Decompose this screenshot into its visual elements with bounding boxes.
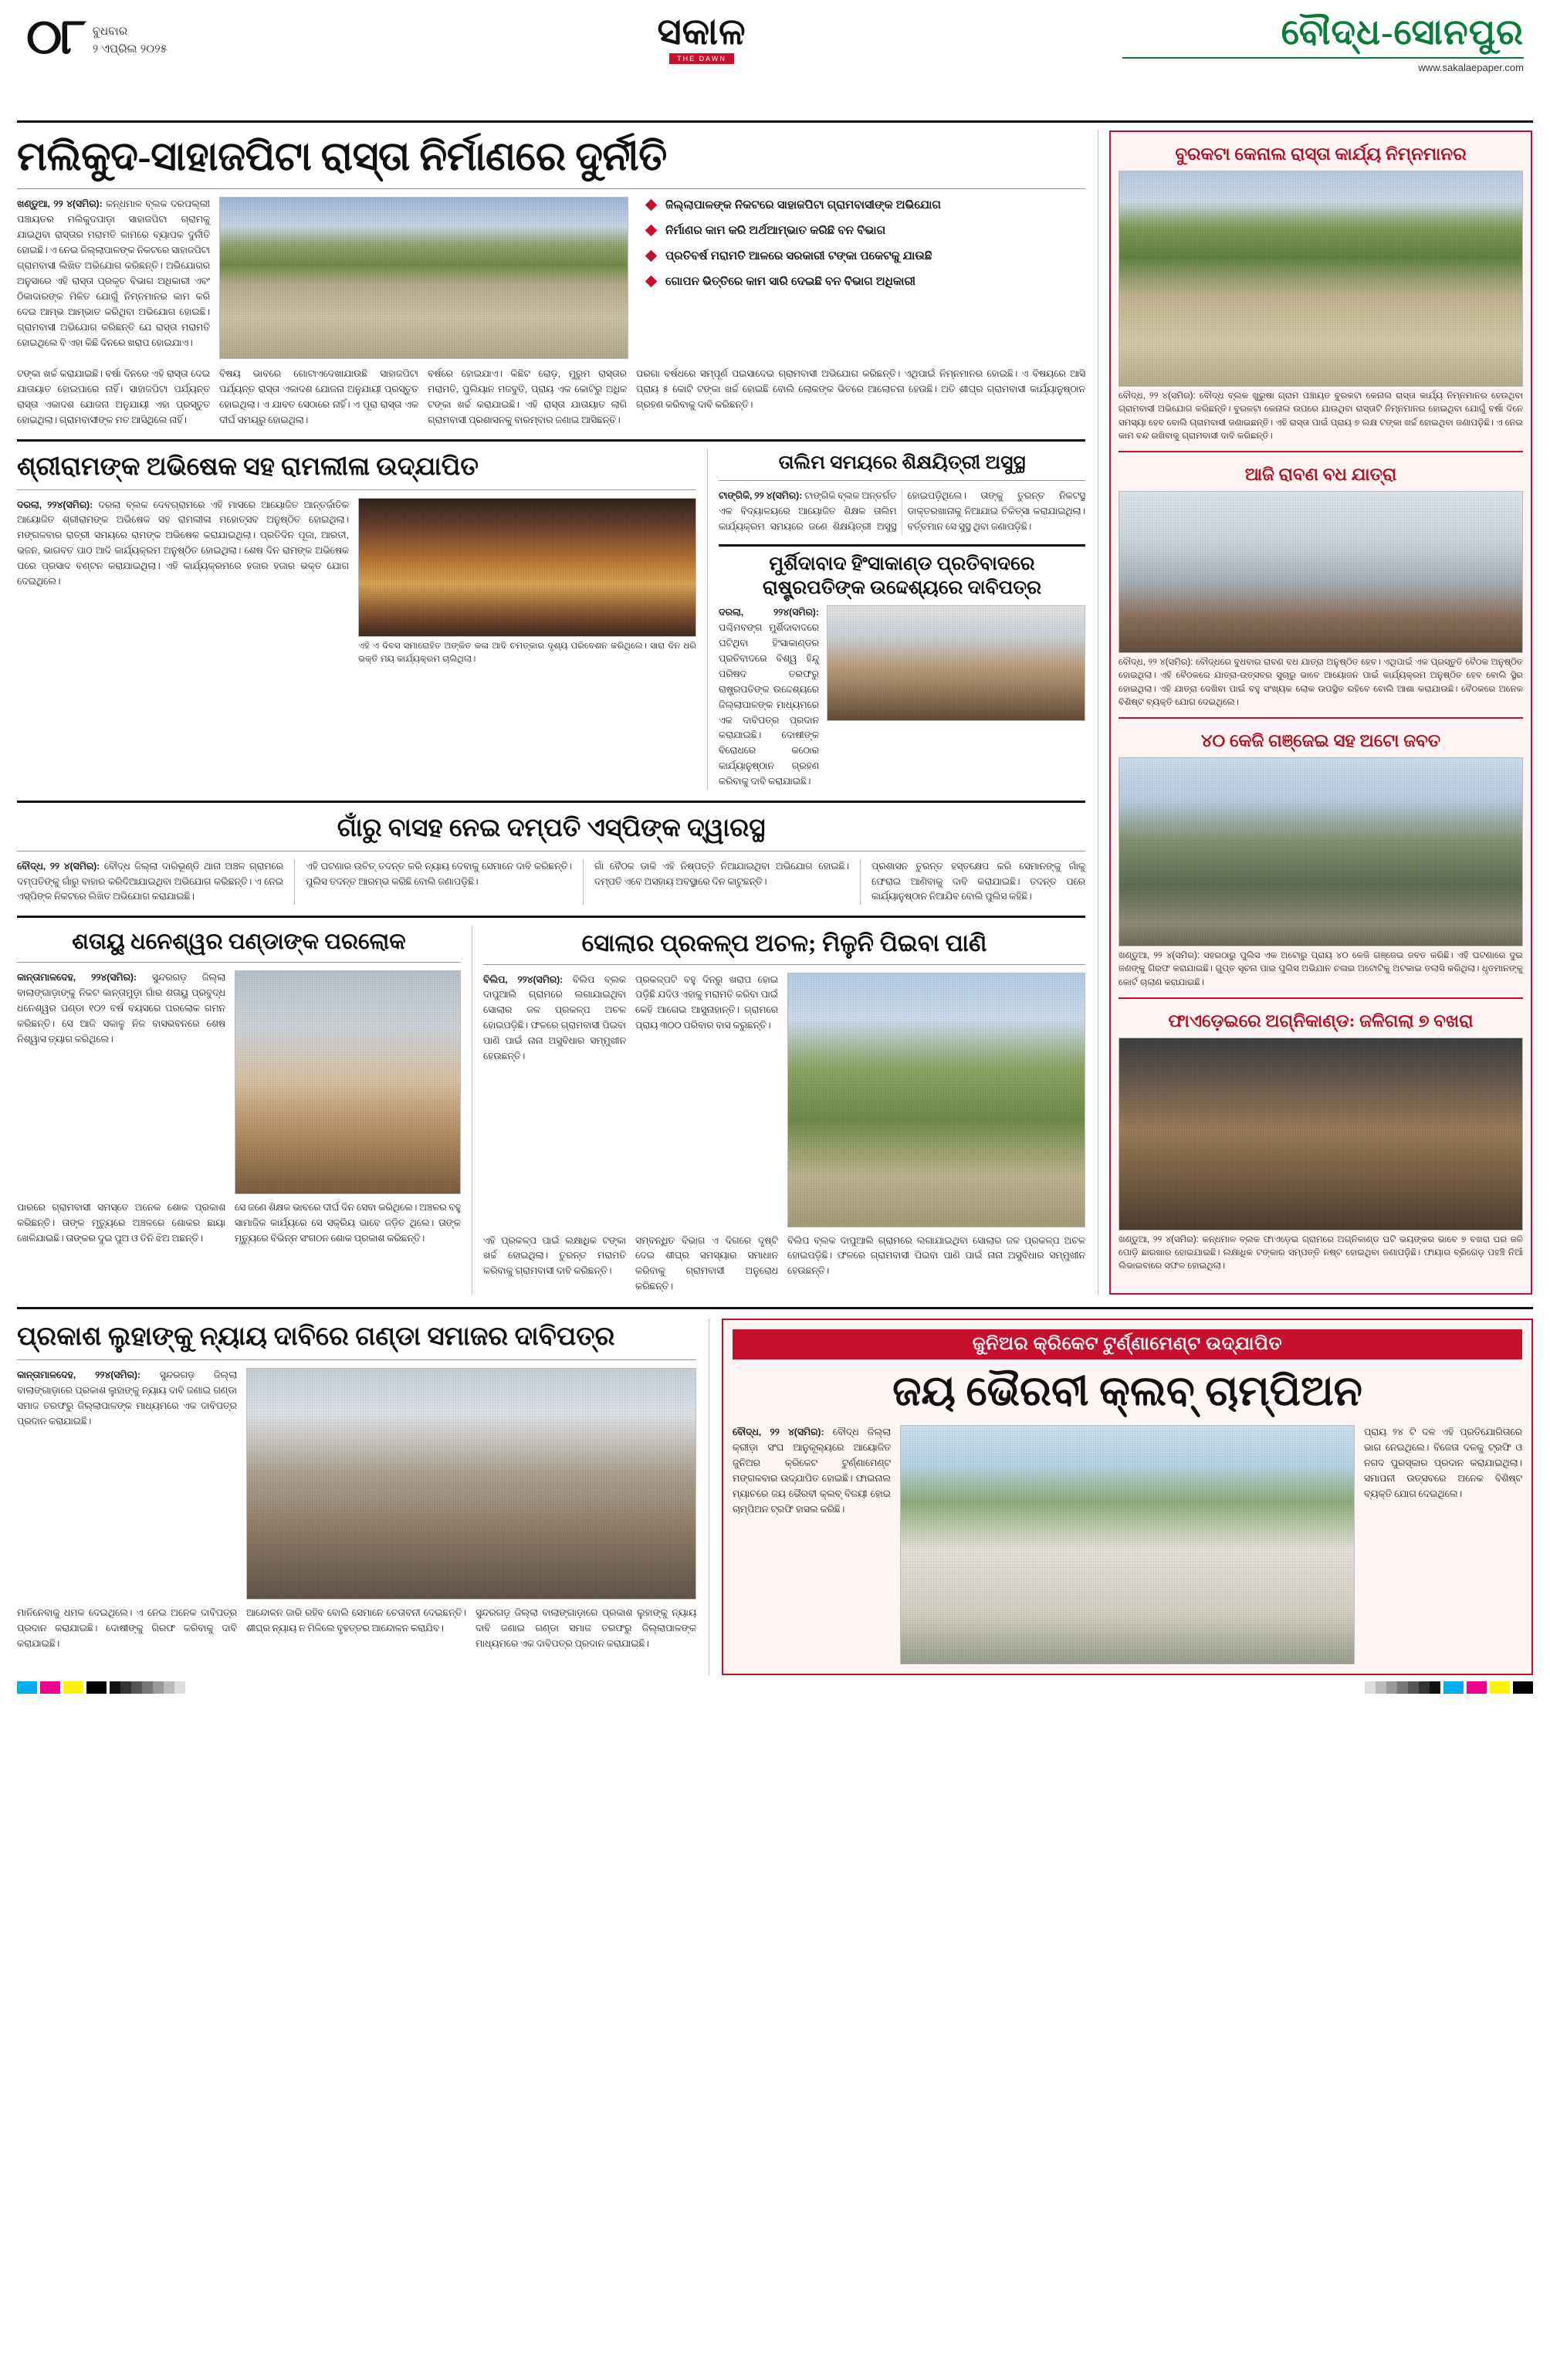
story-rama (17, 449, 696, 790)
rail-divider-2 (1119, 717, 1523, 719)
rail-photo-fire (1119, 1038, 1523, 1231)
solar-dateline: ବିଲିପ, ୨୨୪(ସମିର): (483, 973, 563, 985)
rail-photo-canal-road (1119, 171, 1523, 387)
divider-bottom (17, 1307, 1533, 1309)
edition-divider (1122, 57, 1524, 59)
date-full: ୨ ଏପ୍ରିଲ ୨୦୨୫ (92, 42, 168, 56)
date-day: ବୁଧବାର (92, 25, 128, 38)
cow-col1-text: ବୌଦ୍ଧ ଜିଲ୍ଲା ଦାରିଭୂଣ୍ଡି ଥାନା ଅଞ୍ଚଳ ଗ୍ରାମରେ ଦମ୍ପତିଙ୍କୁ ଗାଁରୁ ବାହାର କରିଦିଆଯାଇଥିବା ଅଭିଯୋଗ କରିଛନ୍ତି। ଏ ନେଇ ଏସ୍‌ପିଙ୍କ ନିକଟରେ ଲିଖିତ ଅଭିଯୋଗ କରାଯାଇଛି। (17, 860, 283, 902)
date-block (26, 9, 281, 64)
rail-canal-caption: ବୌଦ୍ଧ, ୨୨ ୪(ସମିର): ବୌଦ୍ଧ ବ୍ଲକ ଖୁରୁଷା ଗ୍ରାମ ପଞ୍ଚାୟତ ବୁରକଟା କେନାଲ ରାସ୍ତା କାର୍ଯ୍ୟ ନିମ୍ନମାନର ହେଉଥିବା ଗ୍ରାମବାସୀ ଅଭିଯୋଗ କରିଛନ୍ତି। ବୁରକଟା କେନାଲ ଉପରେ ଯାଉଥିବା ରାସ୍ତାଟି ନିମ୍ନମାନର ହୋଇଥିବା ଯୋଗୁଁ ବର୍ଷା ଦିନେ ସମସ୍ୟା ହେବ ବୋଲି ଗ୍ରାମବାସୀ ଜଣାଇଛନ୍ତି। ଏହି ରାସ୍ତା ପାଇଁ ପ୍ରାୟ ୭ ଲକ୍ଷ ଟଙ୍କା ଖର୍ଚ୍ଚ ହୋଇଥିବା ଜଣାପଡ଼ିଛି। ଏ ନେଇ କାମ ବନ୍ଦ ରଖିବାକୁ ଗ୍ରାମବାସୀ ଦାବି କରିଛନ୍ତି। (1119, 391, 1523, 441)
divider-2 (719, 544, 1085, 547)
rail-photo-seizure (1119, 757, 1523, 946)
obit-col2: ପାରରେ ଗ୍ରାମବାସୀ ସମସ୍ତେ ଅନେକ ଶୋକ ପ୍ରକାଶ କରିଛନ୍ତି। ତାଙ୍କ ମୃତ୍ୟୁରେ ଅଞ୍ଚଳରେ ଶୋକର ଛାୟା ଖେଳିଯାଇଛି। ତାଙ୍କର ଦୁଇ ପୁଅ ଓ ତିନି ଝିଅ ଅଛନ୍ତି। (17, 1202, 225, 1244)
lead-col5: ପରଗା ବର୍ଷଧରେ ସମ୍ପୂର୍ଣ ପଇସାଦେଇ ଗ୍ରାମବାସୀ ଅଭିଯୋଗ କରିଛନ୍ତି। ଏଥିପାଇଁ ନିମ୍ନମାନର ହୋଇଛି। ଏ ବିଷୟରେ ଆସି ପ୍ରାୟ ୫ କୋଟି ଟଙ୍କା ଖର୍ଚ୍ଚ ହୋଇଛି ବୋଲି ଲୋକଙ୍କ ଭିତରେ ଆଲୋଚନା ହେଉଛି। ଅତି ଶୀଘ୍ର ଗ୍ରାମବାସୀ କାର୍ଯ୍ୟାନୁଷ୍ଠାନ ଗ୍ରହଣ କରିବାକୁ ଦାବି କରିଛନ୍ତି। (636, 368, 1085, 411)
page-number: ୦୮ (26, 9, 85, 64)
lead-col1 (17, 197, 210, 350)
divider-4 (17, 916, 1085, 918)
prakash-col3: ଆନ୍ଦୋଳନ ଜାରି ରହିବ ବୋଲି ସେମାନେ ଚେତାବନୀ ଦେଇଛନ୍ତି। ଶୀଘ୍ର ନ୍ୟାୟ ନ ମିଳିଲେ ବୃହତ୍ତର ଆନ୍ଦୋଳନ କରାଯିବ। (246, 1607, 466, 1633)
solar-photo-watertank (787, 973, 1085, 1227)
solar-col4: ସମ୍ବନ୍ଧିତ ବିଭାଗ ଏ ଦିଗରେ ଦୃଷ୍ଟି ଦେଇ ଶୀଘ୍ର ସମସ୍ୟାର ସମାଧାନ କରିବାକୁ ଗ୍ରାମବାସୀ ଅନୁରୋଧ କରିଛନ୍ତି। (635, 1234, 778, 1292)
story-solar (483, 926, 1085, 1295)
rail-ravana-caption: ବୌଦ୍ଧ, ୨୨ ୪(ସମିର): ବୌଦ୍ଧରେ ବୁଧବାର ରାବଣ ବଧ ଯାତ୍ରା ଅନୁଷ୍ଠିତ ହେବ। ଏଥିପାଇଁ ଏକ ପ୍ରସ୍ତୁତି ବୈଠକ ଅନୁଷ୍ଠିତ ହୋଇଥିଲା। ଏହି ବୈଠକରେ ଯାତ୍ରା-ଉତ୍ସବର ସୁଚାରୁ ଭାବେ ଆୟୋଜନ ପାଇଁ କାର୍ଯ୍ୟକ୍ରମ ଅନୁଷ୍ଠିତ ହେବ ବୋଲି ସ୍ଥିର ହୋଇଥିଲା। ଏହି ଯାତ୍ରା ଦେଖିବା ପାଇଁ ବହୁ ସଂଖ୍ୟକ ଲୋକ ଉପସ୍ଥିତ ରହିବେ ବୋଲି ଆଶା କରାଯାଉଛି। ବୈଠକରେ ଅନେକ ବିଶିଷ୍ଟ ବ୍ୟକ୍ତି ଯୋଗ ଦେଇଥିଲେ। (1119, 658, 1523, 707)
solar-col5: ବିଲିପ ବ୍ଲକ ଦାପୁଆଲି ଗ୍ରାମରେ ଲଗାଯାଇଥିବା ସୋଲାର ଜଳ ପ୍ରକଳ୍ପ ଅଚଳ ହୋଇପଡ଼ିଛି। ଫଳରେ ଗ୍ରାମବାସୀ ପିଇବା ପାଣି ପାଇଁ ନାନା ଅସୁବିଧାର ସମ୍ମୁଖୀନ ହେଉଛନ୍ତି। (787, 1234, 1085, 1277)
cow-col2: ଏହି ଘଟଣାର ଉଚିତ୍ ତଦନ୍ତ କରି ନ୍ୟାୟ ଦେବାକୁ ସେମାନେ ଦାବି କରିଛନ୍ତି। ପୁଲିସ ତଦନ୍ତ ଆରମ୍ଭ କରିଛି ବୋଲି ଜଣାପଡ଼ିଛି। (306, 860, 572, 887)
prakash-photo-crowd (246, 1368, 696, 1600)
rail-divider-1 (1119, 451, 1523, 452)
murshidabad-body (719, 605, 819, 790)
feature-dateline: ବୌଦ୍ଧ, ୨୨ ୪(ସମିର): (733, 1427, 824, 1438)
prakash-col4: ସୁନ୍ଦରଗଡ଼ ଜିଲ୍ଲା ବାଲାଙ୍ଗାଡ଼ାରେ ପ୍ରକାଶ ଲୁହାଙ୍କୁ ନ୍ୟାୟ ଦାବି ଜଣାଇ ଗଣ୍ଡା ସମାଜ ତରଫରୁ ଜିଲ୍ଲାପାଳଙ୍କ ମାଧ୍ୟମରେ ଏକ ଦାବିପତ୍ର ପ୍ରଦାନ କରାଯାଇଛି। (475, 1607, 696, 1649)
edition-name: ବୌଦ୍ଧ-ସୋନପୁର (1281, 12, 1524, 52)
prakash-col1 (17, 1368, 237, 1600)
logo-text: ସକାଳ (657, 12, 746, 52)
cow-headline: ଗାଁରୁ ବାସହ ନେଇ ଦମ୍ପତି ଏସ୍‌ପିଙ୍କ ଦ୍ୱାରସ୍ଥ (337, 814, 766, 843)
solar-rule (483, 964, 1085, 965)
lead-rule (17, 188, 1085, 189)
color-swatch-black (86, 1681, 107, 1694)
training-text: ଟାଙ୍ଗିକି ବ୍ଲକ ଅନ୍ତର୍ଗତ ଏକ ବିଦ୍ୟାଳୟରେ ଆୟୋଜିତ ଶିକ୍ଷକ ତାଲିମ କାର୍ଯ୍ୟକ୍ରମ ସମୟରେ ଜଣେ ଶିକ୍ଷୟିତ୍ରୀ ଅସୁସ୍ଥ ହୋଇପଡ଼ିଥିଲେ। ତାଙ୍କୁ ତୁରନ୍ତ ନିକଟସ୍ଥ ଡାକ୍ତରଖାନାକୁ ନିଆଯାଇ ଚିକିତ୍ସା କରାଯାଇଥିଲା। ବର୍ତ୍ତମାନ ସେ ସୁସ୍ଥ ଥିବା ଜଣାପଡ଼ିଛି। (719, 490, 1085, 533)
lead-bullet-0: ଜିଲ୍ଲାପାଳଙ୍କ ନିକଟରେ ସାହାଜପିଟା ଗ୍ରାମବାସୀଙ୍କ ଅଭିଯୋଗ (645, 197, 1085, 213)
color-swatch-cyan (17, 1681, 37, 1694)
training-rule (719, 480, 1085, 481)
divider-1 (17, 439, 1085, 442)
obit-photo-portrait (235, 970, 461, 1194)
rail-ganja-headline: ୪୦ କେଜି ଗଞ୍ଜେଇ ସହ ଅଟୋ ଜବତ (1200, 731, 1441, 750)
prakash-rule (17, 1359, 696, 1360)
color-swatch-cyan-2 (1443, 1681, 1464, 1694)
divider-3 (17, 801, 1085, 803)
solar-headline: ସୋଲାର ପ୍ରକଳ୍ପ ଅଚଳ; ମିଳୁନି ପିଇବା ପାଣି (581, 929, 987, 957)
murshidabad-text: ପଶ୍ଚିମବଙ୍ଗ ମୁର୍ଶିଦାବାଦରେ ଘଟିଥିବା ହିଂସାକାଣ୍ଡର ପ୍ରତିବାଦରେ ବିଶ୍ୱ ହିନ୍ଦୁ ପରିଷଦ ତରଫରୁ ରାଷ୍ଟ୍ରପତିଙ୍କ ଉଦ୍ଦେଶ୍ୟରେ ଜିଲ୍ଲାପାଳଙ୍କ ମାଧ୍ୟମରେ ଏକ ଦାବିପତ୍ର ପ୍ରଦାନ କରାଯାଇଛି। ଦୋଷୀଙ୍କ ବିରୋଧରେ କଠୋର କାର୍ଯ୍ୟାନୁଷ୍ଠାନ ଗ୍ରହଣ କରିବାକୁ ଦାବି କରାଯାଇଛି। (719, 622, 819, 787)
feature-photo-team (900, 1425, 1355, 1664)
rail-fire-caption: ଖଣ୍ଡୁଆ, ୨୨ ୪(ସମିର): କନ୍ଧମାଳ ବ୍ଲକ ଫାଏଡ଼େଇ ଗ୍ରାମରେ ଅଗ୍ନିକାଣ୍ଡ ଘଟି ଭୟଙ୍କର ଭାବେ ୭ ବଖରା ଘର ଜଳି ପୋଡ଼ି ଛାରଖାର ହୋଇଯାଇଛି। ଲକ୍ଷାଧିକ ଟଙ୍କାର ସମ୍ପତ୍ତି ନଷ୍ଟ ହୋଇଥିବା ଜଣାପଡ଼ିଛି। ଫାୟାର ବ୍ରିଗେଡ଼ ପହଞ୍ଚି ନିଆଁ ଲିଭାଇବାରେ ସଫଳ ହୋଇଥିଲା। (1119, 1234, 1523, 1271)
vrule-cow-1 (294, 859, 295, 906)
cow-col3: ଗାଁ ବୈଠକ ଡାକି ଏହି ନିଷ୍ପତ୍ତି ନିଆଯାଇଥିବା ଅଭିଯୋଗ ହୋଇଛି। ଦମ୍ପତି ଏବେ ଅସହାୟ ଅବସ୍ଥାରେ ଦିନ କାଟୁଛନ୍ତି। (594, 860, 849, 887)
feature-col1-text: ବୌଦ୍ଧ ଜିଲ୍ଲା କ୍ରୀଡ଼ା ସଂଘ ଆନୁକୂଲ୍ୟରେ ଆୟୋଜିତ ଜୁନିଅର କ୍ରିକେଟ ଟୁର୍ଣ୍ଣାମେଣ୍ଟ ମଙ୍ଗଳବାର ଉଦ୍‌ଯାପିତ ହୋଇଛି। ଫାଇନାଲ ମ୍ୟାଚରେ ଜୟ ଭୈରବୀ କ୍ଲବ୍ ବିଜୟୀ ହୋଇ ଚାମ୍ପିଅନ ଟ୍ରଫି ହାସଲ କରିଛି। (733, 1427, 891, 1515)
lead-col3: ବିଷୟ ଭାବରେ ଗୋଟାଏଦେଖାଯାଉଛି ସାହାଜପିଟା ପର୍ଯ୍ୟନ୍ତ ରାସ୍ତା ଏକାଦଶ ଯୋଜନା ଅନୁଯାୟୀ ପ୍ରସ୍ତୁତ ହୋଇଥିଲା। ଏ ଯାବତ ସେଠାରେ ନାହିଁ। ଏ ପୂରା ରାସ୍ତା ଏକ ଦୀର୍ଘ ସମୟରୁ ହୋଇଥିଲା। (219, 368, 418, 426)
obit-headline: ଶତାୟୁ ଧନେଶ୍ୱର ପଣ୍ଡାଙ୍କ ପରଲୋକ (72, 929, 406, 955)
website-url[interactable]: www.sakalaepaper.com (1418, 62, 1524, 74)
murshidabad-dateline: ଦରଲା, ୨୨୪(ସମିର): (719, 607, 819, 618)
lead-col1-text: କନ୍ଧମାଳ ବ୍ଲକ ଦରପଲ୍ଲୀ ପଞ୍ଚାୟତର ମଲିକୁଦପାଡ଼ା ସାହାଜପିଟା ଗ୍ରାମକୁ ଯାଇଥିବା ରାସ୍ତାର ମରାମତି କାମରେ ବ୍ୟାପକ ଦୁର୍ନୀତି ହୋଇଛି। ଏ ନେଇ ଜିଲ୍ଲାପାଳଙ୍କ ନିକଟରେ ସାହାଜପିଟା ଗ୍ରାମବାସୀ ଲିଖିତ ଅଭିଯୋଗ କରିଛନ୍ତି। ଅଭିଯୋଗର ଅନୁସାରେ ଏହି ରାସ୍ତା ପ୍ରକୃତ ବିଭାଗ ଅଧିକାରୀ ଏବଂ ଠିକାଦାରଙ୍କ ମିଳିତ ଯୋଗୁଁ ନିମ୍ନମାନର କାମ କରି ଦେଇ ଆମ୍ଭ ଆମ୍ଭାତ କରିଥିବା ଅଭିଯୋଗ ହୋଇଛି। ଗ୍ରାମବାସୀ ଅଭିଯୋଗ କରିଛନ୍ତି ଯେ ରାସ୍ତା ମରାମତି ହୋଇଥିଲେ ବି ଏହା କିଛି ଦିନରେ ଖରାପ ହୋଇଯାଏ। (17, 198, 211, 348)
color-swatch-magenta (40, 1681, 60, 1694)
murshidabad-headline: ମୁର୍ଶିଦାବାଦ ହିଂସାକାଣ୍ଡ ପ୍ରତିବାଦରେ ରାଷ୍ଟ୍ରପତିଙ୍କ ଉଦ୍ଦେଶ୍ୟରେ ଦାବିପତ୍ର (762, 554, 1042, 598)
grayscale-strip-right (1354, 1681, 1440, 1694)
date-lines (93, 14, 168, 58)
logo-badge: THE DAWN (669, 53, 734, 64)
rail-ravana-headline: ଆଜି ରାବଣ ବଧ ଯାତ୍ରା (1244, 465, 1397, 484)
feature-col2: ପ୍ରାୟ ୨୪ ଟି ଦଳ ଏହି ପ୍ରତିଯୋଗିତାରେ ଭାଗ ନେଇଥିଲେ। ବିଜେତା ଦଳକୁ ଟ୍ରଫି ଓ ନଗଦ ପୁରସ୍କାର ପ୍ରଦାନ କରାଯାଇଥିଲା। ସମାପନୀ ଉତ୍ସବରେ ଅନେକ ବିଶିଷ୍ଟ ବ୍ୟକ୍ତି ଯୋଗ ଦେଇଥିଲେ। (1364, 1427, 1522, 1499)
color-swatch-yellow-2 (1490, 1681, 1510, 1694)
rama-caption: ଏହି ଏ ଦିବସ ସମାରୋହିତ ଅଙ୍କିତ କଳା ଆଦି ଚମତ୍କାର ଦୃଶ୍ୟ ପରିବେଶନ କରିଥିଲେ। ସାରା ଦିନ ଧରି ଭକ୍ତି ମୟ କାର୍ଯ୍ୟକ୍ରମ ଚାଲିଥିଲା। (358, 641, 696, 664)
lead-col2: ଟଙ୍କା ଖର୍ଚ୍ଚ କରାଯାଇଛି। ବର୍ଷା ଦିନରେ ଏହି ରାସ୍ତା ଦେଇ ଯାତାୟାତ ହୋଇପାରେ ନାହିଁ। ସାହାଜପିଟା ପର୍ଯ୍ୟନ୍ତ ରାସ୍ତା ଏକାଦଶ ଯୋଜନା ଅନୁଯାୟୀ ଏହା ପ୍ରସ୍ତୁତ ହୋଇଥିଲା। ଗ୍ରାମବାସୀଙ୍କ ମତ ଆସିଥିଲେ ନାହିଁ। (17, 368, 210, 426)
rama-rule (17, 489, 696, 490)
obit-col1 (17, 970, 225, 1194)
obit-col3: ସେ ଜଣେ ଶିକ୍ଷକ ଭାବରେ ଦୀର୍ଘ ଦିନ ସେବା କରିଥିଲେ। ଅଞ୍ଚଳର ବହୁ ସାମାଜିକ କାର୍ଯ୍ୟରେ ସେ ସକ୍ରିୟ ଭାବେ ଜଡ଼ିତ ଥିଲେ। ତାଙ୍କ ମୃତ୍ୟୁରେ ବିଭିନ୍ନ ସଂଗଠନ ଶୋକ ପ୍ରକାଶ କରିଛନ୍ତି। (235, 1202, 461, 1244)
rail-divider-3 (1119, 997, 1523, 999)
story-cow (17, 811, 1085, 905)
lead-headline: ମଲିକୁଦ-ସାହାଜପିଟା ରାସ୍ତା ନିର୍ମାଣରେ ଦୁର୍ନୀତି (17, 135, 667, 179)
color-swatch-magenta-2 (1467, 1681, 1487, 1694)
rama-photo-stage (358, 498, 696, 637)
obit-col1-text: ସୁନ୍ଦରଗଡ଼ ଜିଲ୍ଲା ବାଲାଙ୍ଗାଡ଼ାଙ୍କୁ ନିକଟ କାନ୍ତାମୁଡ଼ା ଗାଁର ଶତାୟୁ ପ୍ରବୁଦ୍ଧ ଧନେଶ୍ୱର ପଣ୍ଡା ୧୦୨ ବର୍ଷ ବୟସରେ ପରଲୋକ ଗମନ କରିଛନ୍ତି। ସେ ଆଜି ସକାଳୁ ନିଜ ବାସଭବନରେ ଶେଷ ନିଶ୍ୱାସ ତ୍ୟାଗ କରିଥିଲେ। (17, 972, 225, 1044)
obit-dateline: କାନ୍ତାମାଳଦେହ, ୨୨୪(ସମିର): (17, 972, 137, 983)
lead-story (17, 130, 1085, 428)
masthead (0, 0, 1550, 116)
rama-body (17, 498, 349, 667)
rail-canal-headline: ବୁରକଟା କେନାଲ ରାସ୍ତା କାର୍ଯ୍ୟ ନିମ୍ନମାନର (1175, 144, 1467, 164)
prakash-headline: ପ୍ରକାଶ ଲୁହାଙ୍କୁ ନ୍ୟାୟ ଦାବିରେ ଗଣ୍ଡା ସମାଜର ଦାବିପତ୍ର (17, 1322, 615, 1352)
main-column (17, 130, 1098, 1295)
lead-bullet-2: ପ୍ରତିବର୍ଷ ମରାମତି ଆଳରେ ସରକାରୀ ଟଙ୍କା ପକେଟକୁ ଯାଉଛି (645, 248, 1085, 264)
rama-text: ଦରଲା ବ୍ଲକ ଦେବଗ୍ରାମରେ ଏହି ମାସରେ ଆୟୋଜିତ ଆନ୍ତର୍ଜାତିକ ଆୟୋଜିତ ଶ୍ରୀରାମଙ୍କ ଅଭିଷେକ ସହ ରାମଲୀଳା ମହୋତ୍ସବ ଅନୁଷ୍ଠିତ ହୋଇଥିଲା। ମଙ୍ଗଳବାର ରାତ୍ରୀ ସମୟରେ ରାମଙ୍କ ଅଭିଷେକ କରାଯାଇଥିଲା। ପ୍ରତିଦିନ ପୂଜା, ଆରତୀ, ଭଜନ, ଭାଗବତ ପାଠ ଆଦି କାର୍ଯ୍ୟକ୍ରମ ଅନୁଷ୍ଠିତ ହୋଇଥିଲା। ଶେଷ ଦିନ ରାମଙ୍କ ଅଭିଷେକ ପରେ ପ୍ରସାଦ ବଣ୍ଟନ କରାଯାଇଥିଲା। ଏହି କାର୍ଯ୍ୟକ୍ରମରେ ହଜାର ହଜାର ଭକ୍ତ ଯୋଗ ଦେଇଥିଲେ। (17, 499, 349, 587)
training-headline: ତାଲିମ ସମୟରେ ଶିକ୍ଷୟିତ୍ରୀ ଅସୁସ୍ଥ (778, 452, 1026, 473)
vertical-divider-1 (707, 449, 708, 790)
solar-col1 (483, 973, 626, 1227)
solar-col1-text: ବିଲିପ ବ୍ଲକ ଦାପୁଆଲି ଗ୍ରାମରେ ଲଗାଯାଇଥିବା ସୋଲାର ଜଳ ପ୍ରକଳ୍ପ ଅଚଳ ହୋଇପଡ଼ିଛି। ଫଳରେ ଗ୍ରାମବାସୀ ପିଇବା ପାଣି ପାଇଁ ନାନା ଅସୁବିଧାର ସମ୍ମୁଖୀନ ହେଉଛନ୍ତି। (483, 973, 626, 1062)
lead-photo-road (219, 197, 628, 359)
lead-bullet-list (645, 197, 1085, 289)
grayscale-strip-left (110, 1681, 196, 1694)
training-dateline: ଟାଙ୍ଗିକି, ୨୨ ୪(ସମିର): (719, 490, 803, 502)
lead-col4: ବର୍ଷରେ ହୋଇଯାଏ। କିଛିଟ ରୋଡ଼, ମୁରୁମ ରାସ୍ତାର ମରାମତି, ପୁଲିୟାନ ମଜବୁତି, ପ୍ରାୟ ଏକ କୋଟିରୁ ଅଧିକ ଟଙ୍କା ଖର୍ଚ୍ଚ କରାଯାଇଛି। ଏହି ରାସ୍ତା ଯାତାୟାତ ଲାଗି ଗ୍ରାମବାସୀ ପ୍ରଶାସନକୁ ବାରମ୍ବାର ଜଣାଇ ଆସିଛନ୍ତି। (428, 368, 627, 426)
prakash-dateline: କାନ୍ତାମାଳଦେହ, ୨୨୪(ସମିର): (17, 1369, 141, 1380)
training-body (719, 489, 1085, 535)
top-rule (17, 120, 1533, 123)
color-swatch-yellow (63, 1681, 83, 1694)
cow-dateline: ବୌଦ୍ଧ, ୨୨ ୪(ସମିର): (17, 860, 100, 872)
feature-cricket (722, 1319, 1533, 1675)
cow-col4: ପ୍ରଶାସନ ତୁରନ୍ତ ହସ୍ତକ୍ଷେପ କରି ସେମାନଙ୍କୁ ଗାଁକୁ ଫେରାଇ ଆଣିବାକୁ ଦାବି କରାଯାଇଛି। ତଦନ୍ତ ପରେ କାର୍ଯ୍ୟାନୁଷ୍ଠାନ ନିଆଯିବ ବୋଲି ପୁଲିସ କହିଛି। (871, 860, 1085, 902)
vrule-cow-3 (860, 859, 861, 906)
story-training-and-murshidabad (719, 449, 1085, 790)
color-registration-bar (0, 1675, 1550, 1698)
obit-rule (17, 962, 461, 963)
rama-headline: ଶ୍ରୀରାମଙ୍କ ଅଭିଷେକ ସହ ରାମଲୀଳା ଉଦ୍‌ଯାପିତ (17, 452, 479, 481)
prakash-col1-text: ସୁନ୍ଦରଗଡ଼ ଜିଲ୍ଲା ବାଲାଙ୍ଗାଡ଼ାରେ ପ୍ରକାଶ ଲୁହାଙ୍କୁ ନ୍ୟାୟ ଦାବି ଜଣାଇ ଗଣ୍ଡା ସମାଜ ତରଫରୁ ଜିଲ୍ଲାପାଳଙ୍କ ମାଧ୍ୟମରେ ଏକ ଦାବିପତ୍ର ପ୍ରଦାନ କରାଯାଇଛି। (17, 1369, 237, 1427)
story-obituary (17, 926, 461, 1295)
story-prakash (17, 1319, 696, 1675)
rail-photo-meeting (1119, 491, 1523, 653)
vrule-cow-2 (583, 859, 584, 906)
lead-bullet-1: ନିର୍ମାଣର କାମ କରି ଅର୍ଥଆମ୍ଭାତ କରିଛି ବନ ବିଭାଗ (645, 222, 1085, 239)
feature-title: ଜୟ ଭୈରବୀ କ୍ଲବ୍ ଚାମ୍ପିଅନ (892, 1368, 1362, 1415)
rail-fire-headline: ଫାଏଡ଼େଇରେ ଅଗ୍ନିକାଣ୍ଡ: ଜଳିଗଲା ୭ ବଖରା (1168, 1011, 1474, 1031)
murshidabad-photo-group (827, 605, 1085, 721)
solar-col3: ଏହି ପ୍ରକଳ୍ପ ପାଇଁ ଲକ୍ଷାଧିକ ଟଙ୍କା ଖର୍ଚ୍ଚ ହୋଇଥିଲା। ତୁରନ୍ତ ମରାମତି କରିବାକୁ ଗ୍ରାମବାସୀ ଦାବି କରିଛନ୍ତି। (483, 1234, 626, 1277)
rail-ganja-caption: ଖଣ୍ଡୁଆ, ୨୨ ୪(ସମିର): ସହରଠାରୁ ପୁଲିସ ଏକ ଅଟୋରୁ ପ୍ରାୟ ୪୦ କେଜି ଗଞ୍ଜେଇ ଜବତ କରିଛି। ଏହି ଘଟଣାରେ ଦୁଇ ଜଣଙ୍କୁ ଗିରଫ କରାଯାଇଛି। ଗୁପ୍ତ ସୂଚନା ପାଇ ପୁଲିସ ଅଭିଯାନ ଚଳାଇ ଅଟୋଟିକୁ ଅଟକାଇ ତଲାସି କରିଥିଲା। ଧୃତମାନଙ୍କୁ କୋର୍ଟ ଚାଲାଣ କରାଯାଇଛି। (1119, 951, 1523, 987)
solar-col2: ପ୍ରକଳ୍ପଟି ବହୁ ଦିନରୁ ଖରାପ ହୋଇ ପଡ଼ିଛି ଯଦିଓ ଏହାକୁ ମରାମତି କରିବା ପାଇଁ କେହି ଆଗେଇ ଆସୁନାହାନ୍ତି। ଗ୍ରାମରେ ପ୍ରାୟ ୩୦୦ ପରିବାର ବାସ କରୁଛନ୍ତି। (635, 973, 778, 1031)
lead-dateline: ଖଣ୍ଡୁଆ, ୨୨ ୪(ସମିର): (17, 198, 103, 210)
right-rail (1109, 130, 1532, 1295)
lead-bullet-3: ଗୋପନ ଭିତ୍ତିରେ କାମ ସାରି ଦେଇଛି ବନ ବିଭାଗ ଅଧିକାରୀ (645, 273, 1085, 289)
cow-col1 (17, 859, 283, 906)
feature-kicker: ଜୁନିଅର କ୍ରିକେଟ ଟୁର୍ଣ୍ଣାମେଣ୍ଟ ଉଦ୍‌ଯାପିତ (733, 1329, 1522, 1359)
color-swatch-black-2 (1513, 1681, 1533, 1694)
rama-dateline: ଦରଲା, ୨୨୪(ସମିର): (17, 499, 93, 510)
edition-block (1122, 14, 1524, 73)
feature-col1 (733, 1425, 891, 1664)
prakash-col2: ମାନିନେବାକୁ ଧମକ ଦେଇଥିଲେ। ଏ ନେଇ ଅନେକ ଦାବିପତ୍ର ପ୍ରଦାନ କରାଯାଇଛି। ଦୋଷୀଙ୍କୁ ଗିରଫ କରିବାକୁ ଦାବି କରାଯାଇଛି। (17, 1607, 237, 1649)
publication-logo (281, 14, 1122, 64)
